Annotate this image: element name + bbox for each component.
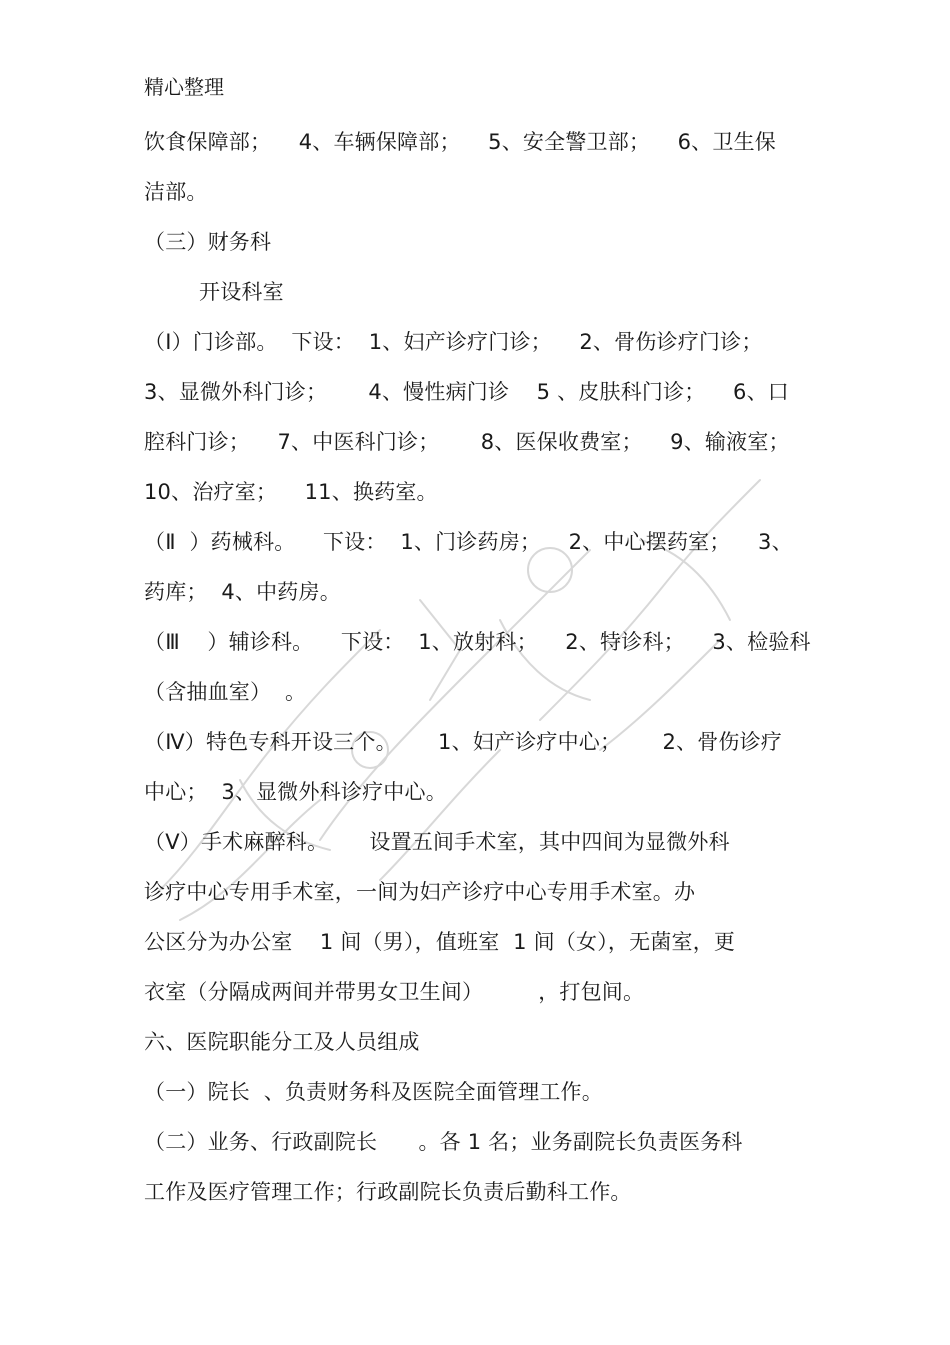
text-line-3: （三）财务科: [144, 230, 272, 254]
text-line-16: 诊疗中心专用手术室，一间为妇产诊疗中心专用手术室。办: [144, 880, 696, 904]
text-line-22: 工作及医疗管理工作；行政副院长负责后勤科工作。: [144, 1180, 632, 1204]
text-line-12: （含抽血室） 。: [144, 680, 307, 704]
text-line-2: 洁部。: [144, 180, 208, 204]
text-line-10: 药库； 4、中药房。: [144, 580, 341, 604]
text-line-4: 开设科室: [144, 280, 284, 304]
text-line-14: 中心； 3、显微外科诊疗中心。: [144, 780, 447, 804]
text-line-18: 衣室（分隔成两间并带男女卫生间） ，打包间。: [144, 980, 645, 1004]
text-line-1: 饮食保障部； 4、车辆保障部； 5、安全警卫部； 6、卫生保: [144, 130, 776, 154]
text-line-21: （二）业务、行政副院长 。各 1 名；业务副院长负责医务科: [144, 1130, 743, 1154]
text-line-8: 10、治疗室； 11、换药室。: [144, 480, 438, 504]
text-line-17: 公区分为办公室 1 间（男），值班室 1 间（女），无菌室，更: [144, 930, 736, 954]
text-line-7: 腔科门诊； 7、中医科门诊； 8、医保收费室； 9、输液室；: [144, 430, 790, 454]
text-line-11: （Ⅲ ）辅诊科。 下设： 1、放射科； 2、特诊科； 3、检验科: [144, 630, 811, 654]
text-line-6: 3、显微外科门诊； 4、慢性病门诊 5 、皮肤科门诊； 6、口: [144, 380, 789, 404]
text-line-20: （一）院长 、负责财务科及医院全面管理工作。: [144, 1080, 603, 1104]
text-line-5: （Ⅰ）门诊部。 下设： 1、妇产诊疗门诊； 2、骨伤诊疗门诊；: [144, 330, 763, 354]
text-line-19: 六、医院职能分工及人员组成: [144, 1030, 420, 1054]
page-header: 精心整理: [144, 75, 224, 99]
text-line-15: （Ⅴ）手术麻醉科。 设置五间手术室，其中四间为显微外科: [144, 830, 730, 854]
text-line-13: （Ⅳ）特色专科开设三个。 1、妇产诊疗中心； 2、骨伤诊疗: [144, 730, 783, 754]
text-line-9: （Ⅱ ）药械科。 下设： 1、门诊药房； 2、中心摆药室； 3、: [144, 530, 793, 554]
